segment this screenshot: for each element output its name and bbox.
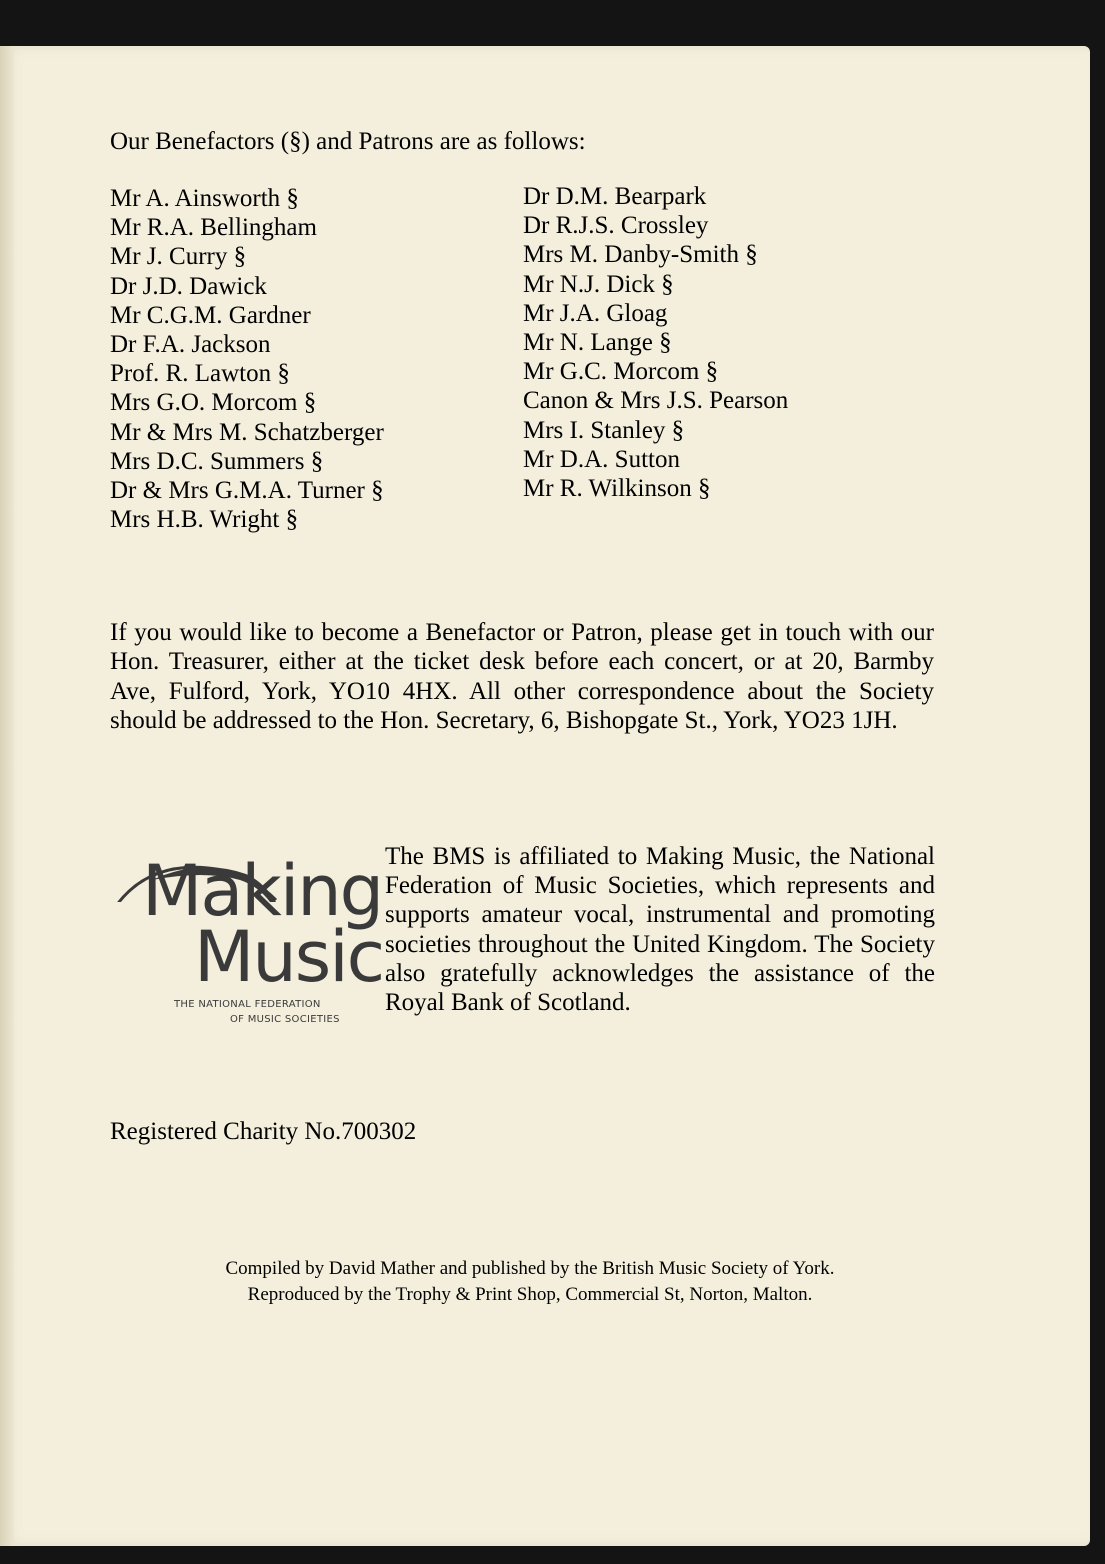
patron-name: Mr N. Lange § xyxy=(523,329,672,357)
patron-name: Mr A. Ainsworth § xyxy=(110,185,299,212)
logo-word-music: Music xyxy=(194,916,384,998)
patron-name: Dr D.M. Bearpark xyxy=(523,183,707,210)
credits-line: Compiled by David Mather and published by the British Music Society of York. xyxy=(225,1258,835,1279)
patron-name: Mr D.A. Sutton xyxy=(523,445,680,473)
logo-word-making: Making xyxy=(142,850,383,932)
patron-name: Dr & Mrs G.M.A. Turner § xyxy=(110,477,384,505)
logo-tagline: THE NATIONAL FEDERATION xyxy=(174,999,321,1010)
patron-name: Mr G.C. Morcom § xyxy=(523,358,719,386)
patron-name: Mr & Mrs M. Schatzberger xyxy=(110,418,384,446)
patron-name: Mr J.A. Gloag xyxy=(523,299,668,327)
logo-tagline: OF MUSIC SOCIETIES xyxy=(230,1014,340,1025)
patrons-list-left xyxy=(110,184,384,534)
patron-name: Mrs M. Danby-Smith § xyxy=(523,241,758,269)
patron-name: Mr R. Wilkinson § xyxy=(523,475,711,503)
credits-line: Reproduced by the Trophy & Print Shop, Commercial St, Norton, Malton. xyxy=(247,1284,813,1305)
patron-name: Prof. R. Lawton § xyxy=(110,360,290,388)
patron-name: Mrs G.O. Morcom § xyxy=(110,389,317,417)
patron-name: Mr J. Curry § xyxy=(110,243,247,271)
making-music-logo xyxy=(108,822,384,1032)
publication-credits xyxy=(150,1256,910,1308)
contact-paragraph: If you would like to become a Benefactor or Patron, please get in touch with our Hon. Treasurer, either at the ticket desk before each concert, or at 20, Barmby Ave, Fulford, York, YO10 4HX. All other correspondence about the Society should be addressed to the Hon. Secretary, 6, Bishopgate St., York, YO23 1JH. xyxy=(110,619,934,734)
page-spine xyxy=(0,46,14,1546)
patrons-list-right xyxy=(523,182,788,503)
patron-name: Mr C.G.M. Gardner xyxy=(110,301,311,329)
affiliation-paragraph: The BMS is affiliated to Making Music, the National Federation of Music Societies, which represents and supports amateur vocal, instrumental and promoting societies throughout the United Kingdom. The Society also gratefully acknowledges the assistance of the Royal Bank of Scotland. xyxy=(385,843,935,1017)
patron-name: Dr J.D. Dawick xyxy=(110,272,267,300)
patron-name: Mrs H.B. Wright § xyxy=(110,506,299,534)
patron-name: Mr R.A. Bellingham xyxy=(110,214,317,242)
patron-name: Canon & Mrs J.S. Pearson xyxy=(523,387,789,415)
patron-name: Mrs D.C. Summers § xyxy=(110,447,324,475)
patron-name: Dr R.J.S. Crossley xyxy=(523,212,709,240)
patrons-intro: Our Benefactors (§) and Patrons are as follows: xyxy=(110,128,586,155)
patron-name: Dr F.A. Jackson xyxy=(110,331,271,359)
patron-name: Mr N.J. Dick § xyxy=(523,270,674,298)
patron-name: Mrs I. Stanley § xyxy=(523,416,685,444)
charity-number: Registered Charity No.700302 xyxy=(110,1118,417,1145)
